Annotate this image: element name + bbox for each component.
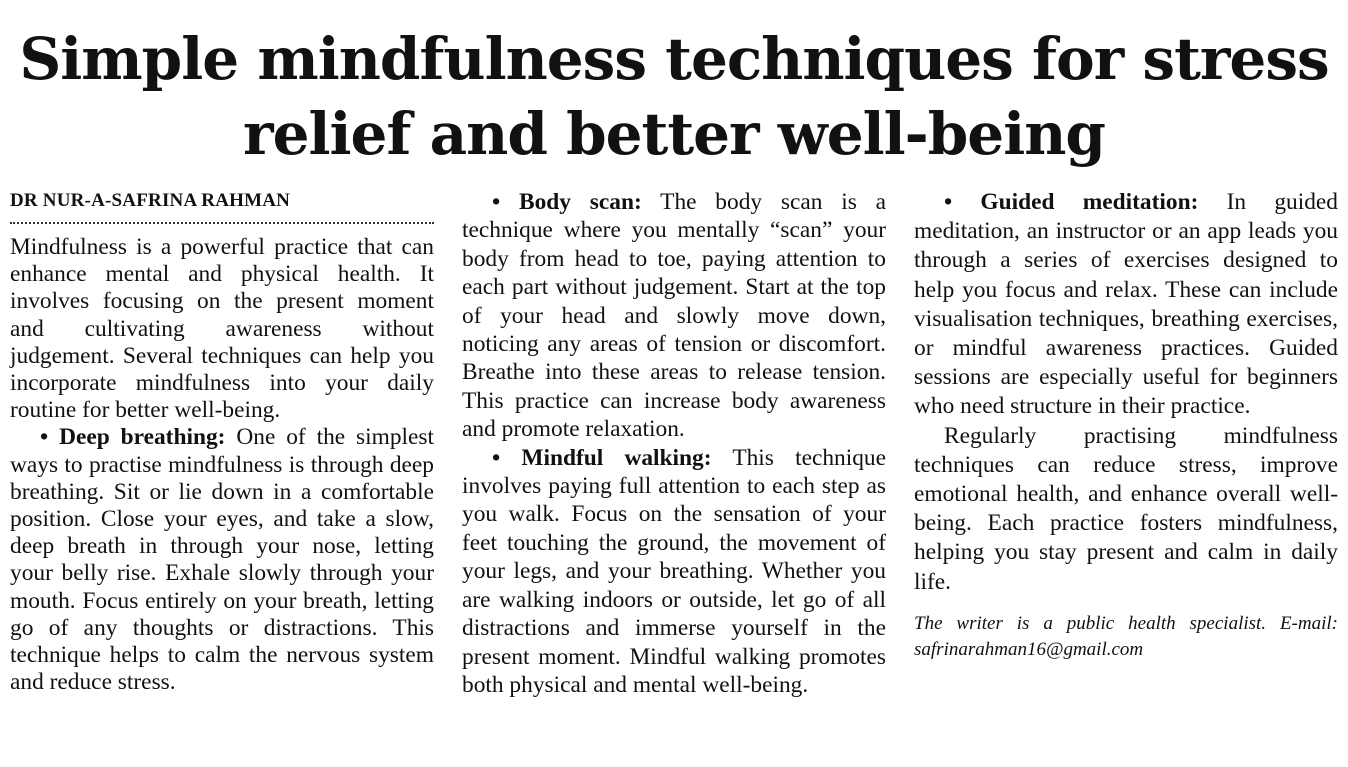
bullet-icon: • [492,444,501,471]
headline: Simple mindfulness techniques for stress relief and better well-being [19,25,1329,168]
conclusion-paragraph: Regularly practising mindfulness techniques can reduce stress, improve emotional health, and enhance overall well-being. Each practice fosters mindfulness, helping you stay present and calm in daily life. [914,422,1338,595]
column-1 [10,188,434,696]
technique-body: One of the simplest ways to practise mindfulness is through deep breathing. Sit or lie down in a comfortable position. Close your eyes, and take a slow, deep breath in through your nose, letting your belly rise. Exhale slowly through your mouth. Focus entirely on your breath, letting go of any thoughts or distractions. This technique helps to calm the nervous system and reduce stress. [10,424,435,696]
bullet-icon: • [40,424,49,451]
intro-paragraph: Mindfulness is a powerful practice that can enhance mental and physical health. It involves focusing on the present moment and cultivating awareness without judgement. Several techniques can help you incorporate mindfulness into your daily routine for better well-being. [10,234,434,424]
technique-title: Guided meditation: [980,189,1199,215]
column-2 [462,188,886,699]
technique-deep-breathing [10,424,434,696]
writer-note [914,611,1338,663]
technique-guided-meditation [914,188,1338,422]
bullet-icon: • [492,189,501,215]
technique-title: Body scan: [519,189,642,215]
technique-body: The body scan is a technique where you mentally “scan” your body from head to toe, paying attention to each part without judgement. Start at the top of your head and slowly move down, noticing any areas of tension or discomfort. Breathe into these areas to release tension. This practice can increase body awareness and promote relaxation. [462,189,886,443]
column-3 [914,188,1338,663]
technique-title: Deep breathing: [59,424,226,451]
writer-email-link[interactable]: The writer is a public health specialist. E-mail: safrinarahman16@gmail.com [914,612,1338,660]
technique-body: In guided meditation, an instructor or an app leads you through a series of exercises designed to help you focus and relax. These can include visualisation techniques, breathing exercises, or mindful awareness practices. Guided sessions are especially useful for beginners who need structure in their practice. [914,189,1338,420]
bullet-icon: • [944,189,953,215]
technique-mindful-walking [462,444,886,700]
technique-body: This technique involves paying full attention to each step as you walk. Focus on the sensation of your feet touching the ground, the movement of your legs, and your breathing. Whether you are walking indoors or outside, let go of all distractions and immerse yourself in the present moment. Mindful walking promotes both physical and mental well-being. [462,444,886,698]
technique-body-scan [462,188,886,444]
technique-title: Mindful walking: [521,444,712,471]
byline: DR NUR-A-SAFRINA RAHMAN [10,188,434,224]
